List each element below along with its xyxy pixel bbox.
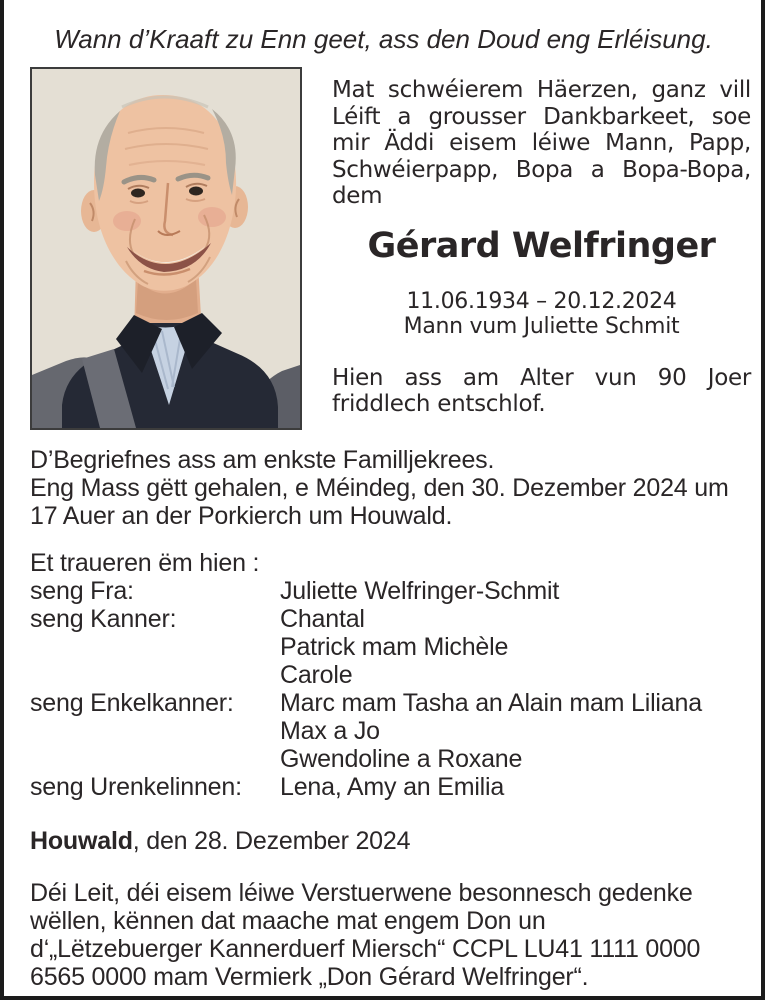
mourners-row-names [280,577,751,605]
mourners-row-label: seng Enkelkanner: [30,689,234,717]
intro-paragraph [332,77,751,210]
text-line: wëllen, kënnen dat maache mat engem Don un [30,907,546,935]
mourners-row-names [280,773,751,801]
text-line: Eng Mass gëtt gehalen, e Méindeg, den 30. Dezember 2024 um [30,474,729,502]
dateline-date: , den 28. Dezember 2024 [132,827,411,855]
mourner-name: Juliette Welfringer-Schmit [280,577,560,605]
mourners-row [30,773,751,801]
announcement-column [332,67,751,430]
mourners-section [30,549,751,801]
dateline [30,827,751,855]
life-dates: 11.06.1934 – 20.12.2024 [406,288,677,314]
mourner-name: Carole [280,661,353,689]
death-paragraph [332,365,751,418]
mourner-name: Gwendoline a Roxane [280,745,523,773]
mourner-name: Marc mam Tasha an Alain mam Liliana [280,689,702,717]
portrait-photo [30,67,302,430]
mourner-name: Lena, Amy an Emilia [280,773,505,801]
mourners-row [30,577,751,605]
mourners-list [30,577,751,801]
text-line: Léift a grousser Dankbarkeet, soe [332,103,751,130]
portrait-illustration [32,69,300,428]
text-line: mir Äddi eisem léiwe Mann, Papp, [332,130,751,156]
text-line: Déi Leit, déi eisem léiwe Verstuerwene besonnesch gedenke [30,879,693,907]
mourners-row-label: seng Kanner: [30,605,177,633]
relation-line: Mann vum Juliette Schmit [403,313,680,339]
mourners-row-label: seng Urenkelinnen: [30,773,242,801]
mourners-row-label: seng Fra: [30,577,134,605]
mourner-name: Chantal [280,605,365,633]
deceased-name: Gérard Welfringer [367,225,716,266]
mourner-name: Max a Jo [280,717,380,745]
text-line: dem [332,183,383,209]
text-line: d‘„Lëtzebuerger Kannerduerf Miersch“ CCPL LU41 1111 0000 [30,935,701,963]
mourners-row-names [280,605,751,689]
mourner-name: Patrick mam Michèle [280,633,509,661]
text-line: 17 Auer an der Porkierch um Houwald. [30,502,453,530]
text-line: Schwéierpapp, Bopa a Bopa-Bopa, [332,156,751,183]
text-line: Mat schwéierem Häerzen, ganz vill [332,77,751,103]
text-line: 6565 0000 mam Vermierk „Don Gérard Welfringer“. [30,963,589,991]
donation-paragraph [30,879,751,991]
text-line: friddlech entschlof. [332,391,546,417]
mourners-intro: Et traueren ëm hien : [30,549,260,577]
funeral-info [30,446,751,530]
text-line: D’Begriefnes ass am enkste Familljekrees. [30,446,495,474]
mourners-row [30,605,751,689]
epigraph: Wann d’Kraaft zu Enn geet, ass den Doud eng Erléisung. [54,24,713,54]
top-section [30,67,751,430]
text-line: Hien ass am Alter vun 90 Joer [332,364,751,391]
mourners-row-names [280,689,751,773]
dateline-place: Houwald [30,827,133,855]
mourners-row [30,689,751,773]
